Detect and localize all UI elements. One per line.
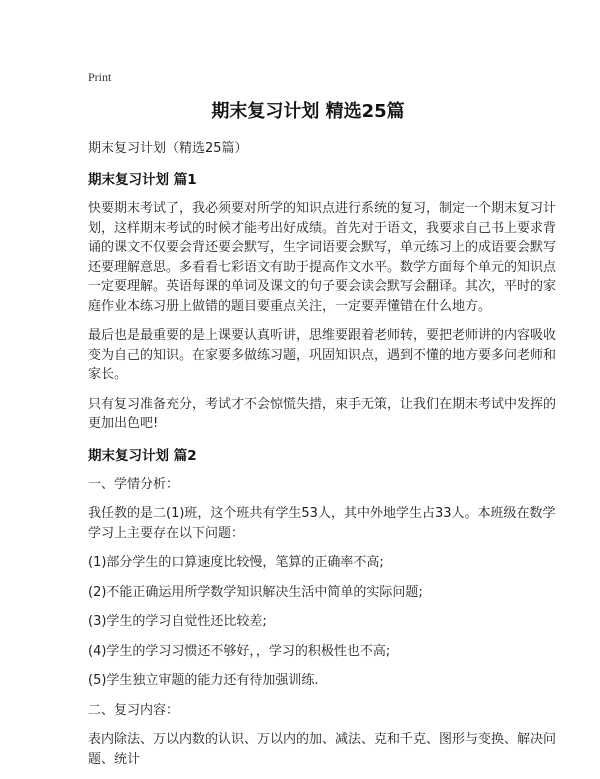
paragraph-line: 庭作业本练习册上做错的题目要重点关注，一定要弄懂错在什么地方。: [88, 298, 492, 314]
paragraph: [88, 326, 557, 385]
paragraph-line: 还要理解意思。多看看七彩语文有助于提高作文水平。数学方面每个单元的知识点: [88, 259, 557, 275]
paragraph: [88, 553, 528, 573]
paragraph-line: 学习上主要存在以下问题：: [88, 525, 245, 541]
section-heading: 期末复习计划 篇1: [88, 172, 197, 188]
paragraph-line: 一、学情分析：: [88, 476, 180, 492]
paragraph-line: 诵的课文不仅要会背还要会默写，生字词语要会默写，单元练习上的成语要会默写: [88, 240, 557, 255]
paragraph: [88, 504, 556, 543]
paragraph: [88, 612, 528, 632]
print-link[interactable]: Print: [88, 70, 112, 84]
paragraph: [88, 395, 557, 434]
paragraph-line: (3)学生的学习自觉性还比较差;: [88, 614, 267, 629]
paragraph-line: (2)不能正确运用所学数学知识解决生活中简单的实际问题;: [88, 584, 423, 600]
paragraph: [88, 730, 557, 769]
paragraph: [88, 199, 557, 316]
paragraph-line: 题、统计: [88, 751, 141, 767]
subtitle: 期末复习计划（精选25篇）: [88, 141, 248, 156]
paragraph-line: 家长。: [88, 367, 128, 382]
section-heading: 期末复习计划 篇2: [88, 447, 197, 464]
paragraph: [88, 475, 528, 495]
paragraph-line: 我任教的是二(1)班，这个班共有学生53人，其中外地学生占33人。本班级在数学: [88, 506, 556, 521]
paragraph-line: (5)学生独立审题的能力还有待加强训练.: [88, 673, 319, 688]
paragraph-line: 只有复习准备充分，考试才不会惊慌失措，束手无策，让我们在期末考试中发挥的: [88, 396, 557, 412]
paragraph-line: 更加出色吧!: [88, 416, 159, 431]
page-title: 期末复习计划 精选25篇: [211, 101, 405, 122]
paragraph: [88, 671, 528, 691]
paragraph: [88, 583, 528, 603]
paragraph-line: 一定要理解。英语每课的单词及课文的句子要会读会默写会翻译。其次，平时的家: [88, 279, 557, 294]
paragraph-line: (4)学生的学习习惯还不够好，，学习的积极性也不高;: [88, 643, 391, 659]
paragraph-line: 表内除法、万以内数的认识、万以内的加、减法、克和千克、图形与变换、解决问: [88, 732, 557, 747]
paragraph-line: 二、复习内容：: [88, 702, 180, 718]
paragraph-line: (1)部分学生的口算速度比较慢，笔算的正确率不高;: [88, 555, 384, 570]
paragraph-line: 最后也是最重要的是上课要认真听讲，思维要跟着老师转，要把老师讲的内容吸收: [88, 328, 557, 343]
document-page: [88, 70, 557, 779]
paragraph: [88, 701, 528, 721]
paragraph-line: 变为自己的知识。在家要多做练习题，巩固知识点，遇到不懂的地方要多问老师和: [88, 347, 557, 363]
paragraph-line: 划，这样期末考试的时候才能考出好成绩。首先对于语文，我要求自己书上要求背: [88, 220, 557, 236]
sections: [88, 168, 557, 769]
paragraph-line: 快要期末考试了，我必须要对所学的知识点进行系统的复习，制定一个期末复习计: [88, 201, 557, 216]
paragraph: [88, 642, 528, 662]
